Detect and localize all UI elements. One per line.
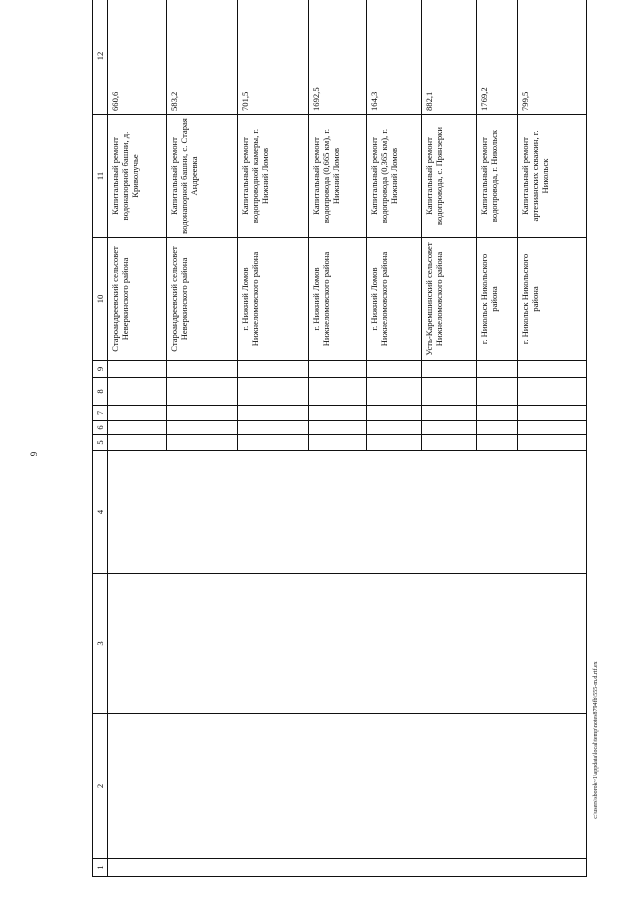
cell-work-description: Капитальный ремонт водопровода, с. Прянзерки	[422, 115, 477, 238]
column-number-5: 5	[93, 435, 108, 451]
column-number-10: 10	[93, 238, 108, 361]
rotated-table-frame	[92, 18, 585, 877]
table-row	[108, 0, 167, 877]
cell-amount: 583,2	[167, 0, 238, 115]
file-path-footer: c:\users\sborok~1\appdata\local\temp\notes8794fb\555-m.d.rtf.ex	[593, 661, 599, 819]
cell-amount: 1692,5	[309, 0, 367, 115]
cell-col5	[238, 435, 309, 451]
cell-amount: 660,6	[108, 0, 167, 115]
cell-work-description: Капитальный ремонт водопровода, г. Никольск	[477, 115, 518, 238]
cell-amount: 164,3	[367, 0, 422, 115]
cell-col9	[477, 361, 518, 378]
cell-col6	[367, 421, 422, 435]
cell-col7	[477, 406, 518, 421]
cell-col3	[108, 574, 587, 714]
cell-col7	[422, 406, 477, 421]
cell-col6	[238, 421, 309, 435]
page-number: 9	[29, 451, 39, 457]
cell-col4	[108, 451, 587, 574]
cell-col5	[309, 435, 367, 451]
cell-col5	[477, 435, 518, 451]
column-number-4: 4	[93, 451, 108, 574]
cell-col9	[422, 361, 477, 378]
column-number-2: 2	[93, 714, 108, 859]
cell-col9	[309, 361, 367, 378]
cell-col7	[309, 406, 367, 421]
cell-col9	[108, 361, 167, 378]
cell-col8	[518, 378, 587, 406]
cell-col7	[518, 406, 587, 421]
column-number-9: 9	[93, 361, 108, 378]
cell-col7	[238, 406, 309, 421]
cell-location: Староандреевский сельсовет Неверкинского района	[108, 238, 167, 361]
cell-amount: 799,5	[518, 0, 587, 115]
cell-col7	[167, 406, 238, 421]
cell-col8	[167, 378, 238, 406]
column-number-11: 11	[93, 115, 108, 238]
cell-col8	[422, 378, 477, 406]
cell-col9	[367, 361, 422, 378]
cell-location: г. Нижний Ломов Нижнеломовского района	[238, 238, 309, 361]
column-number-3: 3	[93, 574, 108, 714]
column-number-1: 1	[93, 859, 108, 877]
cell-col8	[309, 378, 367, 406]
column-number-12: 12	[93, 0, 108, 115]
cell-col6	[108, 421, 167, 435]
cell-col2	[108, 714, 587, 859]
cell-location: Староандреевский сельсовет Неверкинского района	[167, 238, 238, 361]
cell-col9	[167, 361, 238, 378]
cell-col7	[367, 406, 422, 421]
cell-col6	[167, 421, 238, 435]
cell-col8	[238, 378, 309, 406]
cell-work-description: Капитальный ремонт водонапорной башни, с. Старая Андреевка	[167, 115, 238, 238]
cell-col7	[108, 406, 167, 421]
cell-col5	[518, 435, 587, 451]
cell-col9	[238, 361, 309, 378]
cell-location: Усть-Каремшинский сельсовет Нижнеломовского района	[422, 238, 477, 361]
cell-col9	[518, 361, 587, 378]
cell-amount: 1769,2	[477, 0, 518, 115]
cell-location: г. Никольск Никольского района	[477, 238, 518, 361]
column-number-6: 6	[93, 421, 108, 435]
cell-work-description: Капитальный ремонт водопроводной камеры, г. Нижний Ломов	[238, 115, 309, 238]
cell-col5	[422, 435, 477, 451]
cell-col5	[108, 435, 167, 451]
cell-work-description: Капитальный ремонт водопровода (0,665 км), г. Нижний Ломов	[309, 115, 367, 238]
cell-work-description: Капитальный ремонт водонапорной башни, д. Криволучье	[108, 115, 167, 238]
cell-col8	[477, 378, 518, 406]
cell-location: г. Нижний Ломов Нижнеломовского района	[309, 238, 367, 361]
cell-amount: 882,1	[422, 0, 477, 115]
cell-work-description: Капитальный ремонт артезианских скважин, г. Никольск	[518, 115, 587, 238]
cell-col8	[108, 378, 167, 406]
cell-location: г. Никольск Никольского района	[518, 238, 587, 361]
cell-amount: 701,5	[238, 0, 309, 115]
cell-col1	[108, 859, 587, 877]
cell-col6	[422, 421, 477, 435]
budget-table	[92, 0, 587, 877]
cell-work-description: Капитальный ремонт водопровода (0,365 км), г. Нижний Ломов	[367, 115, 422, 238]
column-number-8: 8	[93, 378, 108, 406]
cell-col5	[367, 435, 422, 451]
column-number-7: 7	[93, 406, 108, 421]
cell-location: г. Нижний Ломов Нижнеломовского района	[367, 238, 422, 361]
cell-col5	[167, 435, 238, 451]
header-row	[93, 0, 108, 877]
cell-col6	[309, 421, 367, 435]
cell-col8	[367, 378, 422, 406]
cell-col6	[477, 421, 518, 435]
cell-col6	[518, 421, 587, 435]
